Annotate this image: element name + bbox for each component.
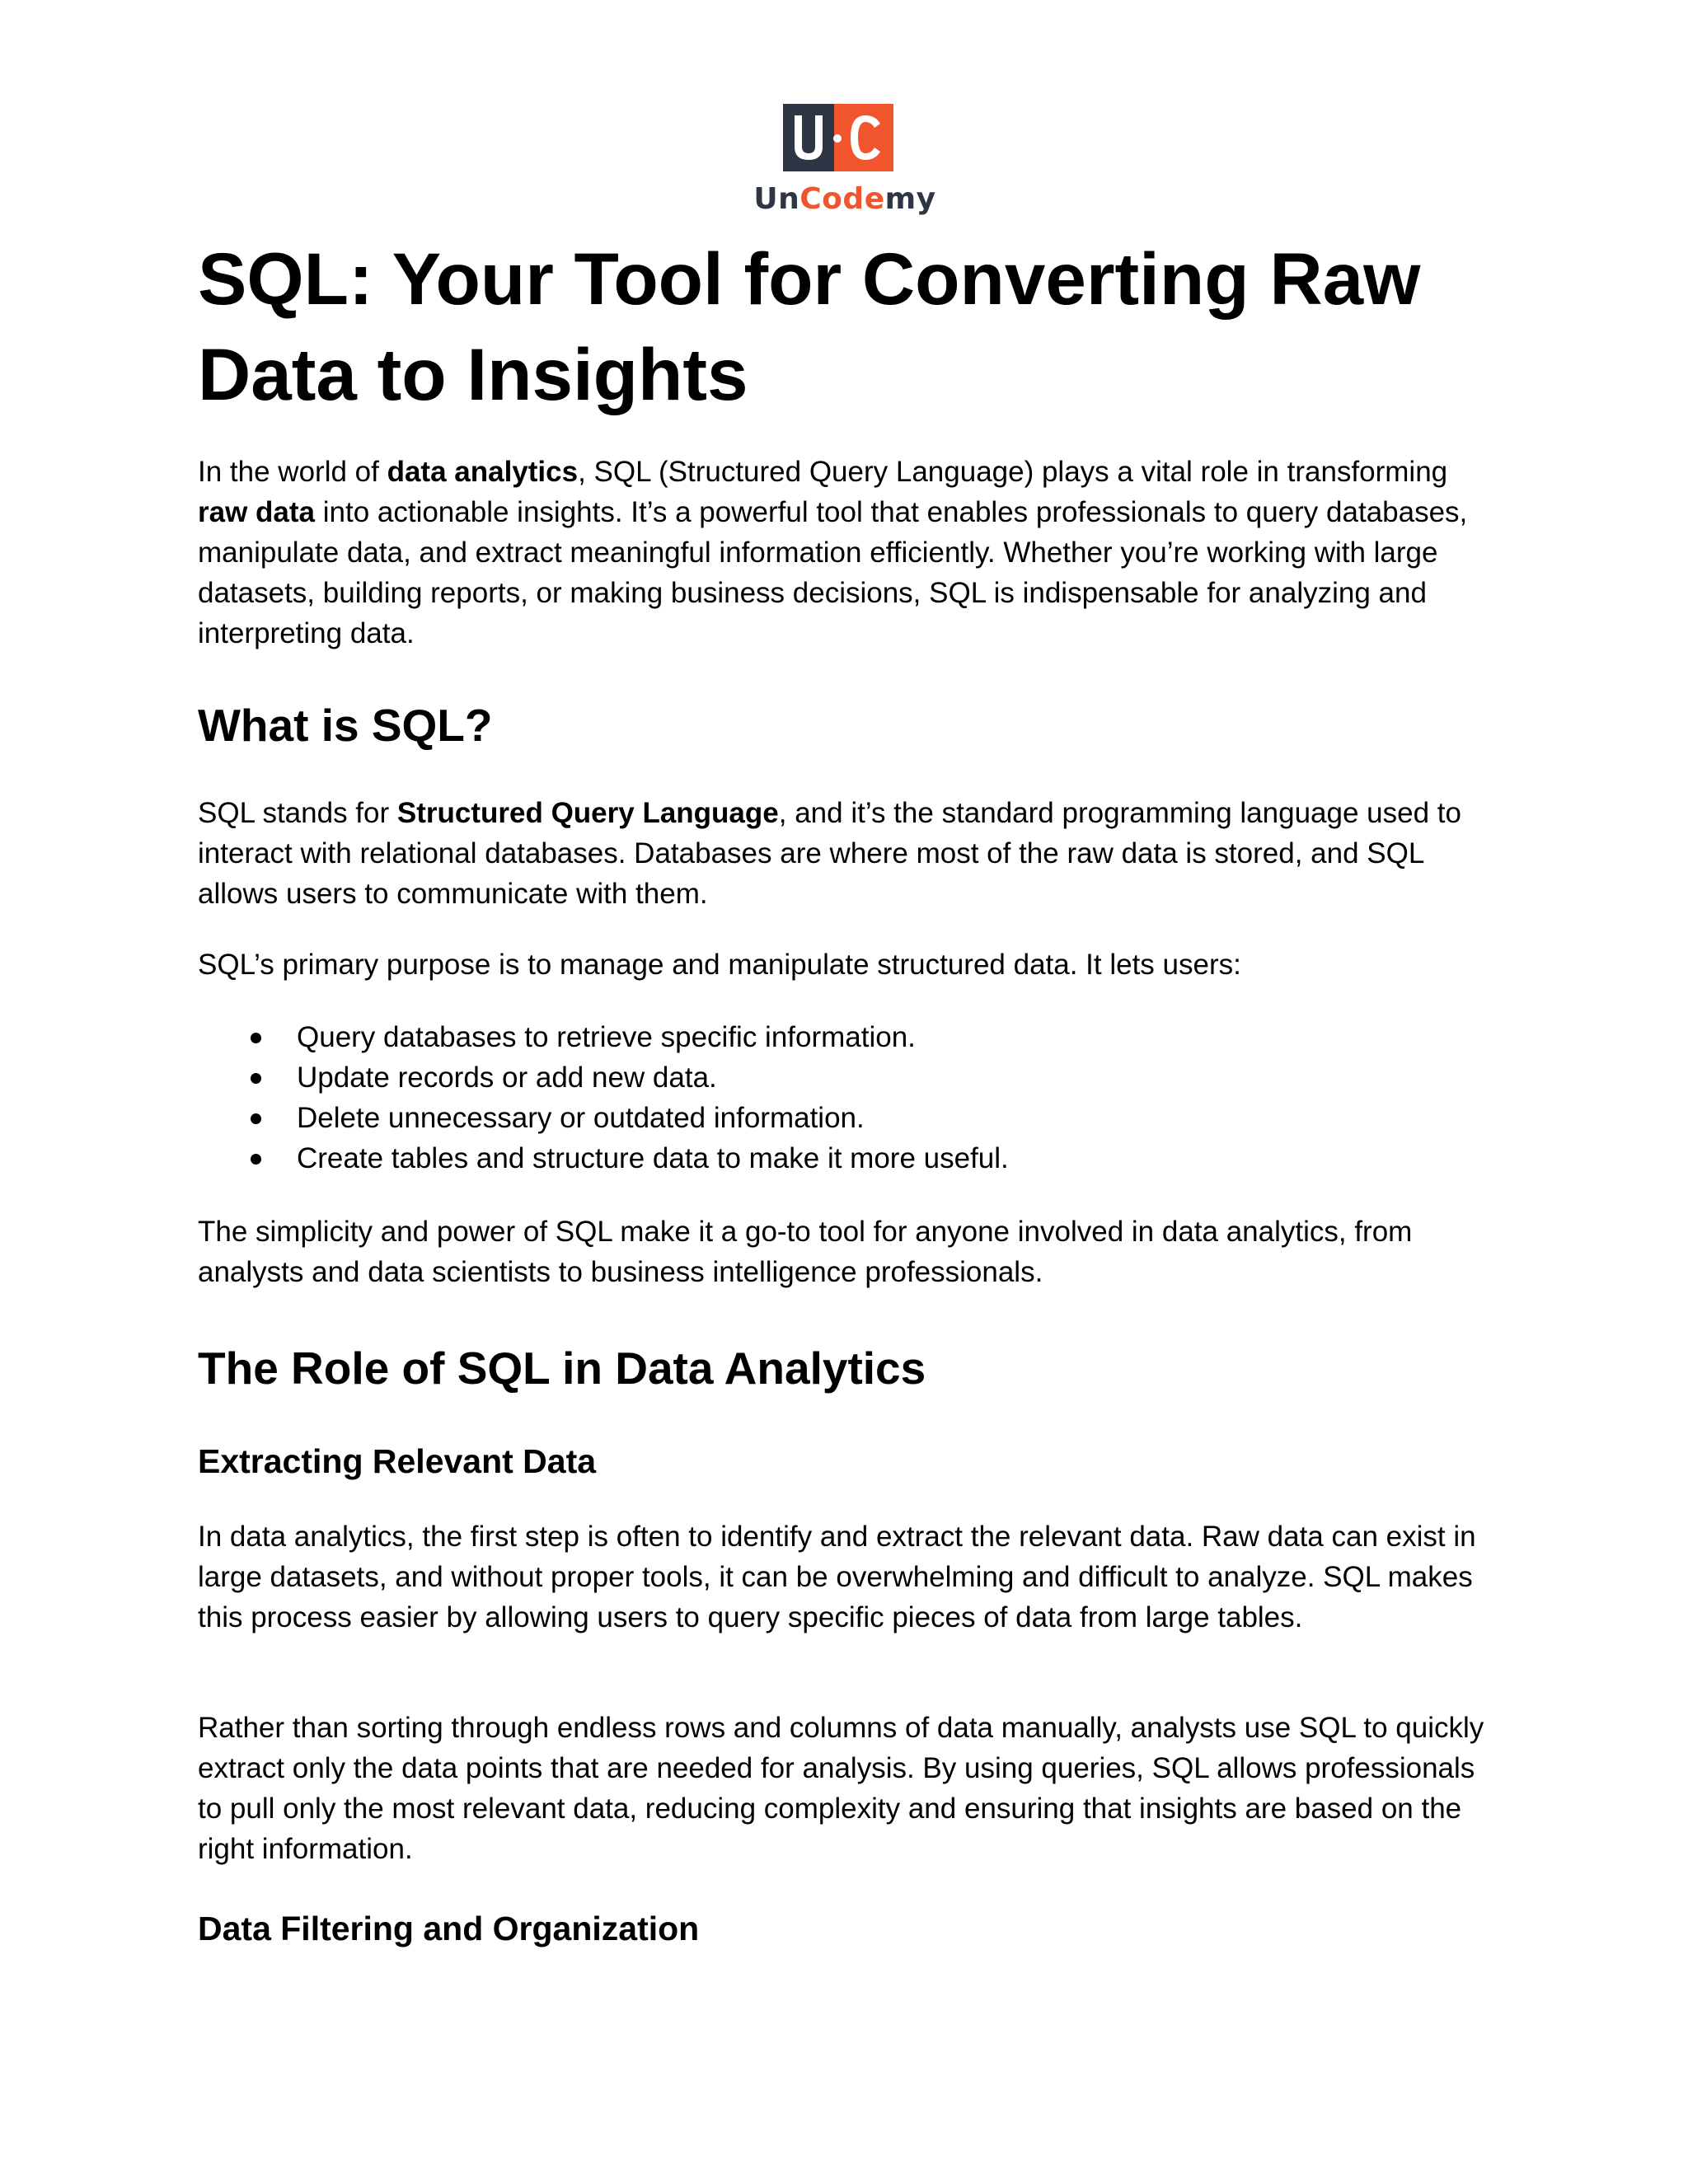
subheading-data-filtering: Data Filtering and Organization — [198, 1910, 700, 1947]
list-item: Create tables and structure data to make it more useful. — [198, 1138, 1500, 1179]
sql-purpose-paragraph: SQL’s primary purpose is to manage and manipulate structured data. It lets users: — [198, 949, 1241, 981]
logo-wordmark: UnCodemy — [753, 182, 936, 216]
page-title: SQL: Your Tool for Converting Raw Data to Insights — [198, 237, 1421, 415]
section-heading-what-is-sql: What is SQL? — [198, 700, 493, 751]
list-item: Update records or add new data. — [198, 1057, 1500, 1098]
sql-simplicity-paragraph: The simplicity and power of SQL make it a go-to tool for anyone involved in data analytics, from analysts and data scientists to business intelligence professionals. — [198, 1216, 1413, 1288]
bullet-icon — [251, 1113, 261, 1124]
extracting-paragraph-1: In data analytics, the first step is often to identify and extract the relevant data. Raw data can exist in large datasets, and without proper tools, it can be overwhelming and difficult to analyze. SQL makes this process easier by allowing users to query specific pieces of data from large tables. — [198, 1521, 1476, 1633]
bullet-icon — [251, 1154, 261, 1165]
bullet-icon — [251, 1073, 261, 1084]
list-item: Delete unnecessary or outdated information. — [198, 1098, 1500, 1138]
bullet-icon — [251, 1033, 261, 1043]
sql-definition-paragraph: SQL stands for Structured Query Language, and it’s the standard programming language used to interact with relational databases. Databases are where most of the raw data is stored, and SQL allows users to communicate with them. — [198, 797, 1461, 910]
section-heading-role-of-sql: The Role of SQL in Data Analytics — [198, 1343, 926, 1394]
extracting-paragraph-2: Rather than sorting through endless rows and columns of data manually, analysts use SQL to quickly extract only the data points that are needed for analysis. By using queries, SQL allows professionals to pull only the most relevant data, reducing complexity and ensuring that insights are based on the right information. — [198, 1712, 1484, 1865]
list-item: Query databases to retrieve specific information. — [198, 1017, 1500, 1057]
uc-logo-icon — [783, 104, 893, 171]
uncodemy-logo — [750, 104, 940, 219]
intro-paragraph: In the world of data analytics, SQL (Structured Query Language) plays a vital role in transforming raw data into actionable insights. It’s a powerful tool that enables professionals to query databases, manipulate data, and extract meaningful information efficiently. Whether you’re working with large datasets, building reports, or making business decisions, SQL is indispensable for analyzing and interpreting data. — [198, 456, 1468, 649]
sql-capabilities-list — [198, 1017, 1500, 1179]
subheading-extracting-relevant-data: Extracting Relevant Data — [198, 1442, 597, 1480]
